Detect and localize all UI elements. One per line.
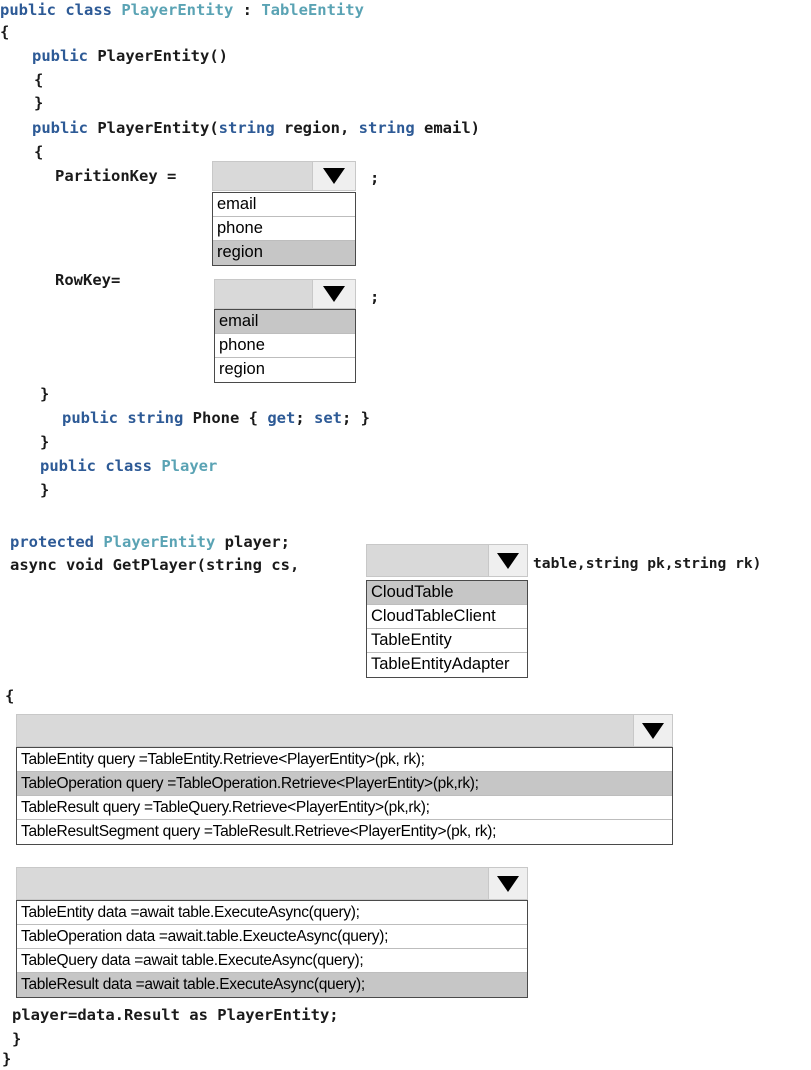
- option-cloudtable[interactable]: CloudTable: [367, 581, 527, 605]
- table-type-options: [366, 580, 528, 678]
- phone-property: [62, 408, 370, 428]
- chevron-down-icon[interactable]: [312, 280, 355, 308]
- param: email): [414, 119, 480, 137]
- option-execute-3[interactable]: TableQuery data =await table.ExecuteAsync(query);: [17, 949, 527, 973]
- method-open: {: [5, 687, 15, 705]
- keyword: public: [32, 47, 88, 65]
- option-execute-2[interactable]: TableOperation data =await.table.ExeucteAsync(query);: [17, 925, 527, 949]
- param: region,: [274, 119, 359, 137]
- option-tableentityadapter[interactable]: TableEntityAdapter: [371, 655, 510, 673]
- base-type: TableEntity: [261, 1, 364, 19]
- ctor-name: PlayerEntity(): [97, 47, 228, 65]
- semicolon: ;: [370, 288, 380, 306]
- ctor-name: PlayerEntity(: [97, 119, 219, 137]
- partition-key-label: ParitionKey =: [55, 167, 177, 185]
- partition-key-select[interactable]: [212, 161, 356, 191]
- async-signature: async void GetPlayer(string cs,: [10, 556, 300, 574]
- keyword: protected: [10, 533, 94, 551]
- option-query-2[interactable]: TableOperation query =TableOperation.Retrieve<PlayerEntity>(pk,rk);: [17, 772, 672, 796]
- row-key-label: RowKey=: [55, 271, 121, 289]
- class-close: }: [40, 433, 50, 451]
- keyword: string: [218, 119, 275, 137]
- option-phone[interactable]: phone: [215, 334, 355, 358]
- player-class: [40, 456, 217, 476]
- option-email[interactable]: email: [213, 193, 355, 217]
- keyword: public string: [62, 409, 184, 427]
- type-name: PlayerEntity: [103, 533, 216, 551]
- colon: :: [233, 1, 262, 19]
- final-assignment: player=data.Result as PlayerEntity;: [12, 1006, 339, 1024]
- type-name: PlayerEntity: [121, 1, 234, 19]
- keyword: public class: [40, 457, 152, 475]
- option-query-1[interactable]: TableEntity query =TableEntity.Retrieve<PlayerEntity>(pk, rk);: [17, 748, 672, 772]
- class-declaration: [0, 0, 364, 20]
- option-cloudtableclient[interactable]: CloudTableClient: [367, 605, 527, 629]
- query-options: [16, 747, 673, 845]
- chevron-down-icon[interactable]: [488, 868, 527, 899]
- option-execute-1[interactable]: TableEntity data =await table.ExecuteAsync(query);: [17, 901, 527, 925]
- chevron-down-icon[interactable]: [488, 545, 527, 576]
- ctor2-line: [32, 118, 480, 138]
- ctor1-close: }: [34, 94, 44, 112]
- method-close: }: [12, 1030, 22, 1048]
- option-phone[interactable]: phone: [213, 217, 355, 241]
- keyword: string: [358, 119, 415, 137]
- execute-options: [16, 900, 528, 998]
- option-region[interactable]: region: [219, 360, 265, 378]
- protected-field: [10, 532, 290, 552]
- option-tableentity[interactable]: TableEntity: [367, 629, 527, 653]
- option-region[interactable]: region: [213, 241, 355, 265]
- table-type-select[interactable]: [366, 544, 528, 577]
- keyword: get: [267, 409, 296, 427]
- ctor1-open: {: [34, 71, 44, 89]
- semicolon: ;: [370, 169, 380, 187]
- punct: ;: [295, 409, 314, 427]
- outer-close: }: [2, 1050, 12, 1068]
- async-signature-tail: table,string pk,string rk): [533, 555, 762, 572]
- execute-select[interactable]: [16, 867, 528, 900]
- chevron-down-icon[interactable]: [633, 715, 672, 746]
- ctor2-open: {: [34, 143, 44, 161]
- partition-key-options: [212, 192, 356, 266]
- chevron-down-icon[interactable]: [312, 162, 355, 190]
- punct: ; }: [342, 409, 370, 427]
- property-name: Phone {: [192, 409, 268, 427]
- option-execute-4[interactable]: TableResult data =await table.ExecuteAsync(query);: [17, 973, 527, 997]
- option-query-4[interactable]: TableResultSegment query =TableResult.Retrieve<PlayerEntity>(pk, rk);: [21, 823, 497, 840]
- keyword: public class: [0, 1, 112, 19]
- field-name: player;: [215, 533, 290, 551]
- ctor1-line: [32, 46, 228, 66]
- option-email[interactable]: email: [215, 310, 355, 334]
- query-select[interactable]: [16, 714, 673, 747]
- player-class-close: }: [40, 481, 50, 499]
- type-name: Player: [161, 457, 218, 475]
- keyword: public: [32, 119, 88, 137]
- row-key-options: [214, 309, 356, 383]
- ctor2-close: }: [40, 385, 50, 403]
- keyword: set: [314, 409, 342, 427]
- option-query-3[interactable]: TableResult query =TableQuery.Retrieve<PlayerEntity>(pk,rk);: [17, 796, 672, 820]
- open-brace: {: [0, 23, 10, 41]
- row-key-select[interactable]: [214, 279, 356, 309]
